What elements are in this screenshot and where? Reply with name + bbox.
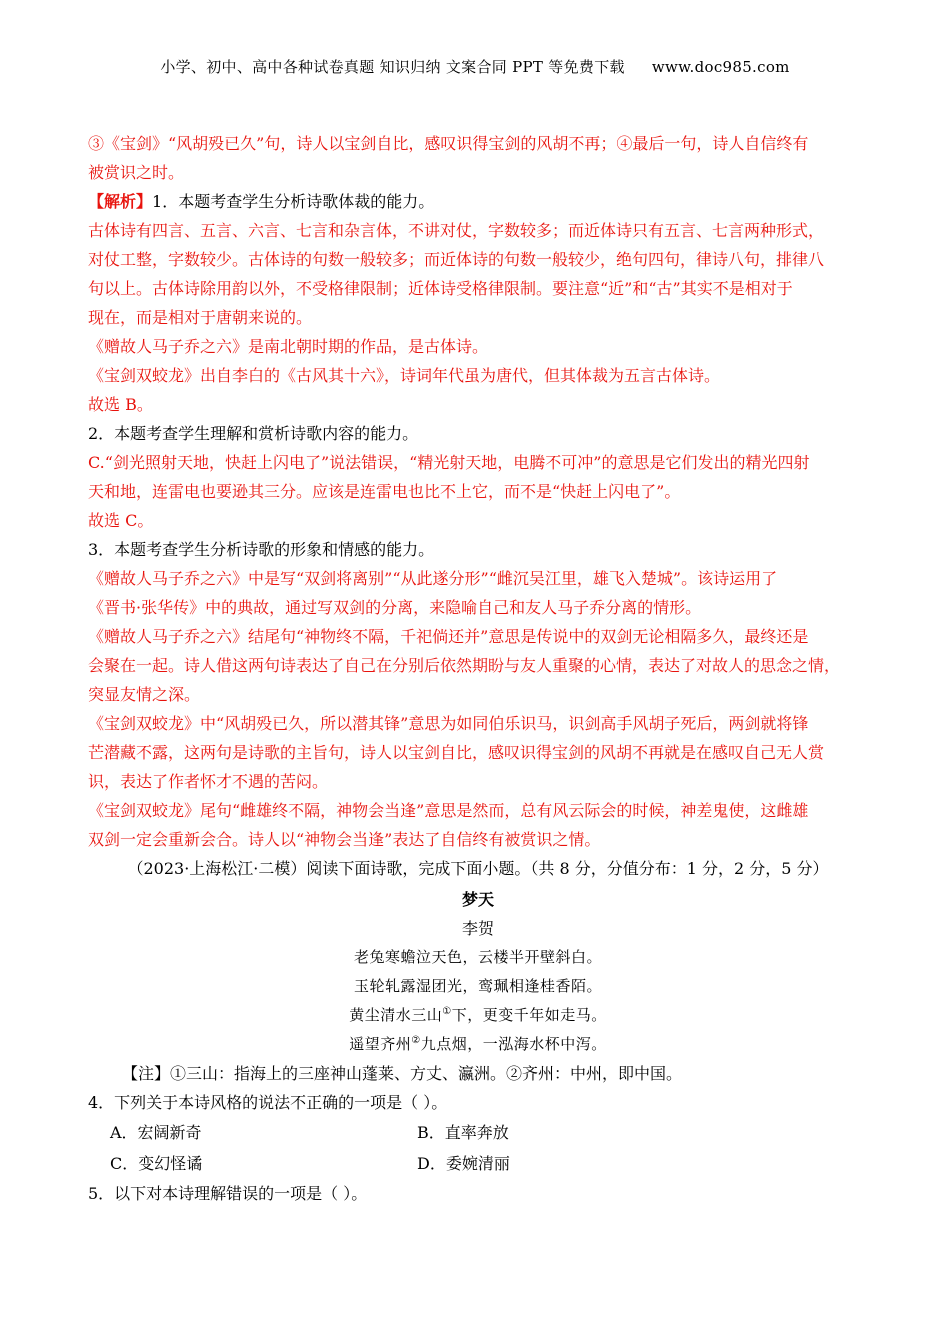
analysis-line: 现在，而是相对于唐朝来说的。: [88, 308, 313, 327]
poem-line: 黄尘清水三山①下，更变千年如走马。: [349, 1006, 607, 1024]
q3-heading: 3．本题考查学生分析诗歌的形象和情感的能力。: [88, 540, 435, 559]
option-b[interactable]: B．直率奔放: [417, 1123, 509, 1142]
footnote-marker: ②: [411, 1035, 421, 1046]
poem-line: 玉轮轧露湿团光，鸾珮相逢桂香陌。: [353, 977, 602, 995]
poem-note: 【注】①三山：指海上的三座神山蓬莱、方丈、瀛洲。②齐州：中州，即中国。: [122, 1064, 683, 1083]
analysis-line: 识，表达了作者怀才不遇的苦闷。: [88, 772, 329, 791]
analysis-line: 《晋书·张华传》中的典故，通过写双剑的分离，来隐喻自己和友人马子乔分离的情形。: [88, 598, 702, 617]
analysis-line: 《宝剑双蛟龙》中“风胡殁已久，所以潜其锋”意思为如同伯乐识马，识剑高手风胡子死后，两剑就将锋: [88, 714, 809, 733]
page-header: [0, 56, 950, 77]
question-4: 4．下列关于本诗风格的说法不正确的一项是（ ）。: [88, 1093, 448, 1112]
option-d[interactable]: D．委婉清丽: [417, 1154, 510, 1173]
poem-line: 遥望齐州②九点烟，一泓海水杯中泻。: [349, 1035, 607, 1053]
analysis-line: 天和地，连雷电也要逊其三分。应该是连雷电也比不上它，而不是“快赶上闪电了”。: [88, 482, 681, 501]
answer-line: 被赏识之时。: [88, 163, 185, 182]
analysis-line: 句以上。古体诗除用韵以外，不受格律限制；近体诗受格律限制。要注意“近”和“古”其实不是相对于: [88, 279, 793, 298]
analysis-line: 《赠故人马子乔之六》中是写“双剑将离别”“从此遂分形”“雌沉吴江里，雄飞入楚城”。该诗运用了: [88, 569, 778, 588]
q1-heading: 1．本题考查学生分析诗歌体裁的能力。: [152, 192, 435, 211]
analysis-line: 双剑一定会重新会合。诗人以“神物会当逢”表达了自信终有被赏识之情。: [88, 830, 601, 849]
answer-line: ③《宝剑》“风胡殁已久”句，诗人以宝剑自比，感叹识得宝剑的风胡不再；④最后一句，诗人自信终有: [88, 134, 809, 153]
poem-line: 老兔寒蟾泣天色，云楼半开壁斜白。: [353, 948, 602, 966]
poem-author: 李贺: [461, 919, 494, 938]
analysis-heading: [88, 187, 868, 216]
analysis-line: 故选 C。: [88, 511, 154, 530]
header-text: 小学、初中、高中各种试卷真题 知识归纳 文案合同 PPT 等免费下载: [160, 58, 625, 76]
analysis-line: 突显友情之深。: [88, 685, 201, 704]
poem-title: 梦天: [461, 890, 494, 909]
analysis-line: 故选 B。: [88, 395, 153, 414]
footnote-marker: ①: [442, 1006, 452, 1017]
content: [88, 129, 868, 1208]
analysis-line: C.“剑光照射天地，快赶上闪电了”说法错误，“精光射天地，电腾不可冲”的意思是它们发出的精光四射: [88, 453, 810, 472]
option-c[interactable]: C．变幻怪谲: [110, 1154, 203, 1173]
analysis-line: 《赠故人马子乔之六》是南北朝时期的作品，是古体诗。: [88, 337, 489, 356]
option-row: [88, 1117, 868, 1148]
analysis-label: 【解析】: [88, 192, 153, 211]
header-url: www.doc985.com: [651, 58, 790, 76]
analysis-line: 芒潜藏不露，这两句是诗歌的主旨句，诗人以宝剑自比，感叹识得宝剑的风胡不再就是在感叹自己无人赏: [88, 743, 825, 762]
analysis-line: 《宝剑双蛟龙》出自李白的《古风其十六》，诗词年代虽为唐代，但其体裁为五言古体诗。: [88, 366, 721, 385]
option-a[interactable]: A．宏阔新奇: [110, 1123, 202, 1142]
analysis-line: 古体诗有四言、五言、六言、七言和杂言体，不讲对仗，字数较多；而近体诗只有五言、七言两种形式，: [88, 221, 825, 240]
q2-heading: 2．本题考查学生理解和赏析诗歌内容的能力。: [88, 424, 419, 443]
analysis-line: 《宝剑双蛟龙》尾句“雌雄终不隔，神物会当逢”意思是然而，总有风云际会的时候，神差鬼使，这雌雄: [88, 801, 809, 820]
analysis-line: 会聚在一起。诗人借这两句诗表达了自己在分别后依然期盼与友人重聚的心情，表达了对故人的思念之情，: [88, 656, 841, 675]
section-instruction: （2023·上海松江·二模）阅读下面诗歌，完成下面小题。（共 8 分，分值分布：1 分，2 分，5 分）: [127, 859, 829, 878]
question-5: 5．以下对本诗理解错误的一项是（ ）。: [88, 1184, 368, 1203]
option-row: [88, 1148, 868, 1179]
analysis-line: 对仗工整，字数较少。古体诗的句数一般较多；而近体诗的句数一般较少，绝句四句，律诗八句，排律八: [88, 250, 825, 269]
analysis-line: 《赠故人马子乔之六》结尾句“神物终不隔，千祀倘还并”意思是传说中的双剑无论相隔多久，最终还是: [88, 627, 809, 646]
